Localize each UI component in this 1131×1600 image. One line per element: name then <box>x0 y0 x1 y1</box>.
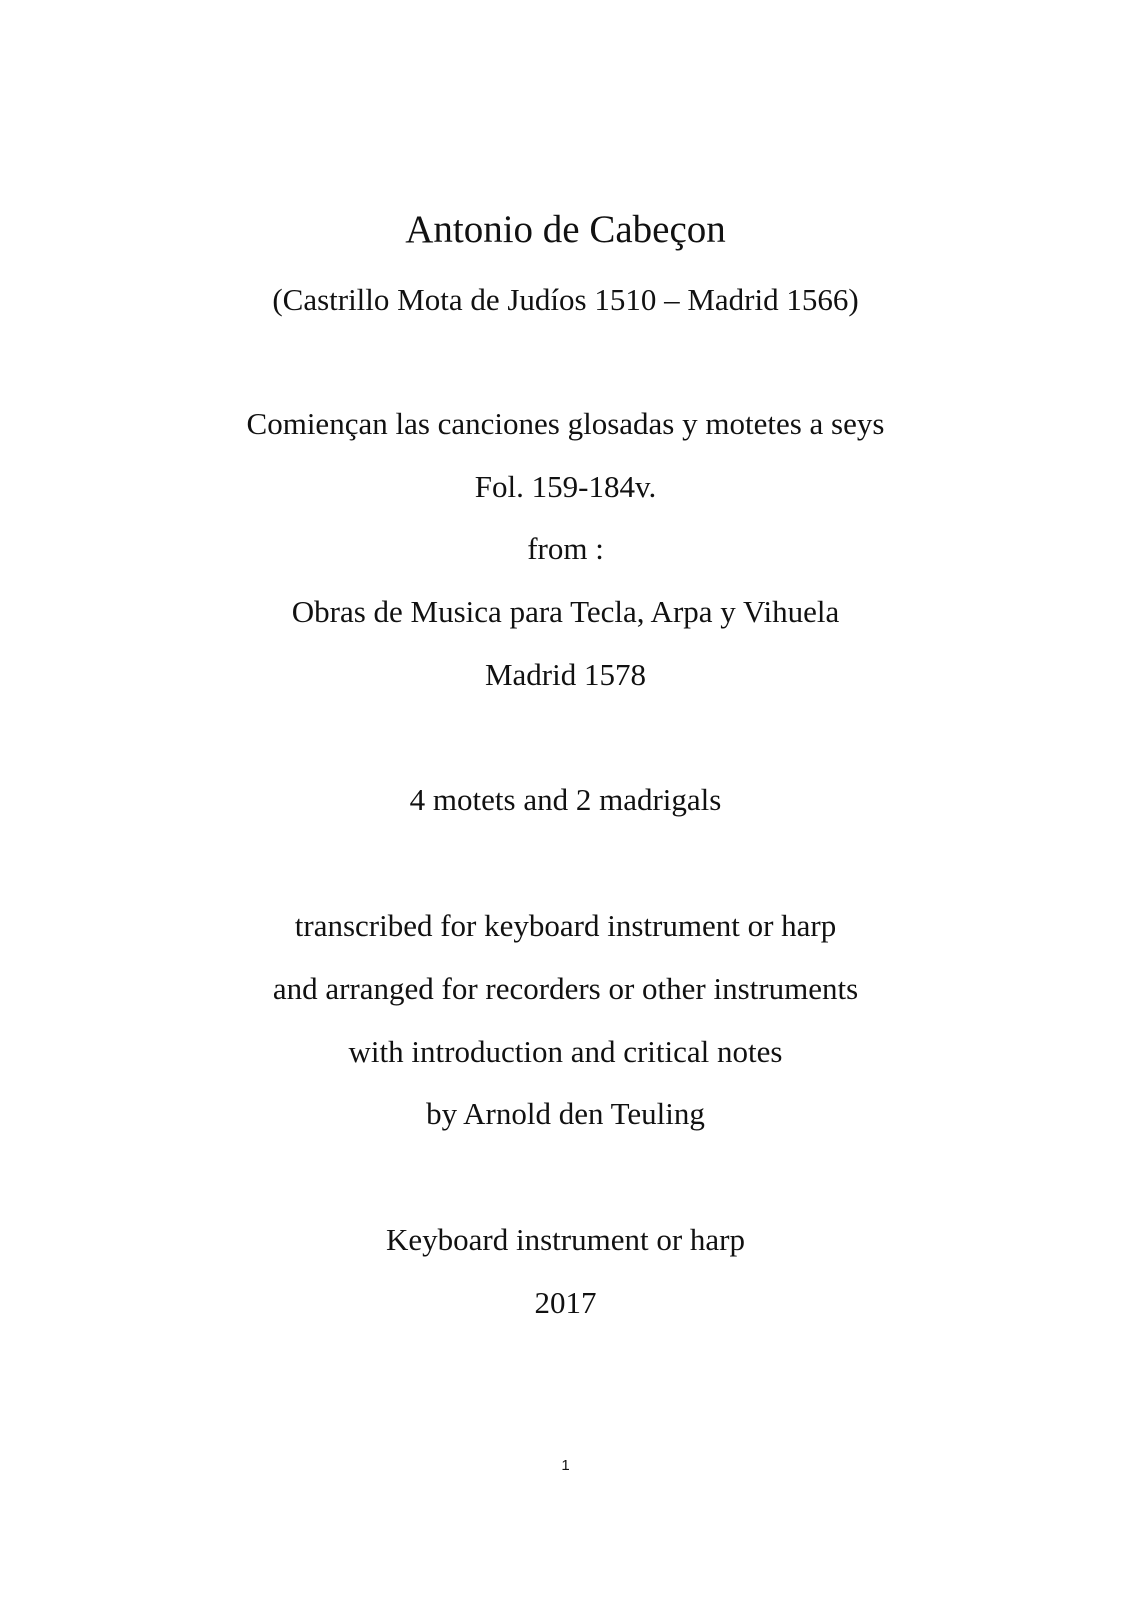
source-work-title: Obras de Musica para Tecla, Arpa y Vihuela <box>291 594 840 629</box>
collection-heading: Comiençan las canciones glosadas y motetes a seys <box>246 406 885 441</box>
source-place-year: Madrid 1578 <box>484 657 646 692</box>
composer-life-dates: (Castrillo Mota de Judíos 1510 – Madrid 1566) <box>272 282 859 317</box>
publication-year: 2017 <box>534 1285 597 1320</box>
from-label: from : <box>527 531 604 566</box>
edition-line-2: and arranged for recorders or other instruments <box>272 971 859 1006</box>
edition-line-3: with introduction and critical notes <box>348 1034 783 1069</box>
contents-summary: 4 motets and 2 madrigals <box>409 782 722 817</box>
edition-line-1: transcribed for keyboard instrument or harp <box>294 908 837 943</box>
editor-credit: by Arnold den Teuling <box>426 1096 705 1131</box>
folio-range: Fol. 159-184v. <box>474 469 657 504</box>
composer-name: Antonio de Cabeçon <box>405 208 726 251</box>
page-number: 1 <box>561 1457 570 1474</box>
instrument-version: Keyboard instrument or harp <box>386 1222 745 1257</box>
